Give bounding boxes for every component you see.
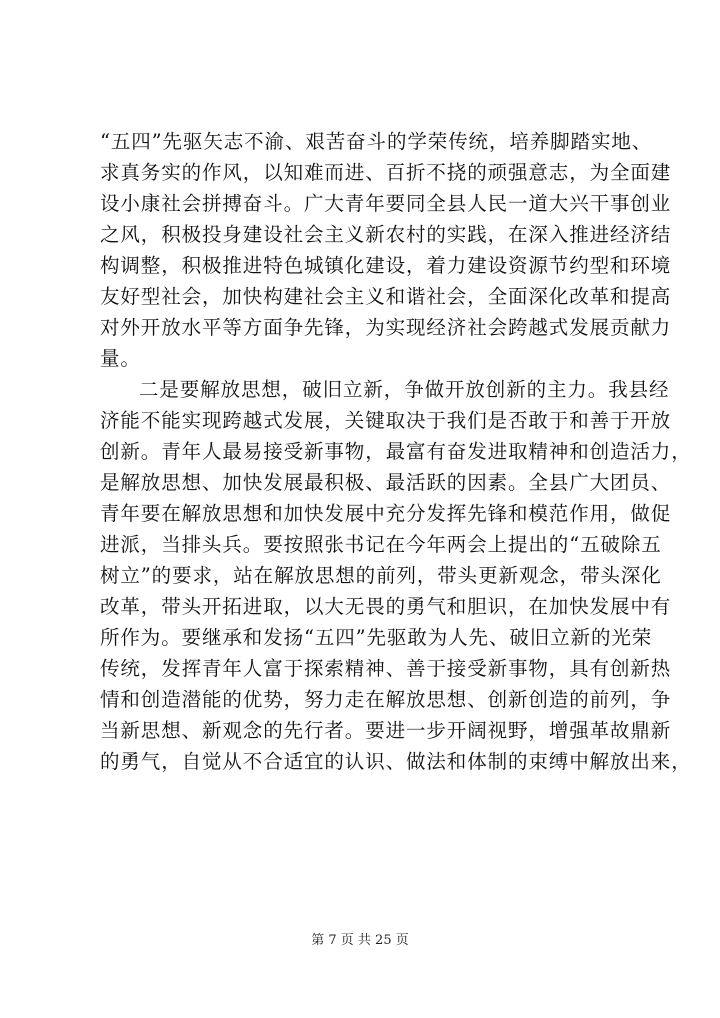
text-line: 传统，发挥青年人富于探索精神、善于接受新事物，具有创新热 xyxy=(100,657,672,680)
text-line: 情和创造潜能的优势，努力走在解放思想、创新创造的前列，争 xyxy=(100,688,672,711)
text-line: 青年要在解放思想和加快发展中充分发挥先锋和模范作用，做促 xyxy=(100,502,672,525)
text-line: 当新思想、新观念的先行者。要进一步开阔视野，增强革故鼎新 xyxy=(100,719,672,742)
text-line: 之风，积极投身建设社会主义新农村的实践，在深入推进经济结 xyxy=(100,223,672,246)
text-line: 求真务实的作风，以知难而进、百折不挠的顽强意志，为全面建 xyxy=(100,161,672,184)
body-text xyxy=(100,126,692,777)
text-line: 量。 xyxy=(100,347,141,370)
text-line: 所作为。要继承和发扬“五四”先驱敢为人先、破旧立新的光荣 xyxy=(100,626,653,649)
text-line: 的勇气，自觉从不合适宜的认识、做法和体制的束缚中解放出来， xyxy=(100,750,692,773)
text-line: 进派，当排头兵。要按照张书记在今年两会上提出的“五破除五 xyxy=(100,533,662,556)
text-line: 对外开放水平等方面争先锋，为实现经济社会跨越式发展贡献力 xyxy=(100,316,672,339)
text-line: 设小康社会拼搏奋斗。广大青年要同全县人民一道大兴干事创业 xyxy=(100,192,672,215)
text-line: 友好型社会，加快构建社会主义和谐社会，全面深化改革和提高 xyxy=(100,285,672,308)
text-line: 树立”的要求，站在解放思想的前列，带头更新观念，带头深化 xyxy=(100,564,662,587)
text-line: 是解放思想、加快发展最积极、最活跃的因素。全县广大团员、 xyxy=(100,471,672,494)
text-line: 构调整，积极推进特色城镇化建设，着力建设资源节约型和环境 xyxy=(100,254,672,277)
text-line: 济能不能实现跨越式发展，关键取决于我们是否敢于和善于开放 xyxy=(100,409,672,432)
paragraph-first-line: 二是要解放思想，破旧立新，争做开放创新的主力。我县经 xyxy=(139,378,670,401)
page-footer: 第 7 页 共 25 页 xyxy=(311,933,409,948)
text-line: “五四”先驱矢志不渝、艰苦奋斗的学荣传统，培养脚踏实地、 xyxy=(100,130,653,153)
text-line: 改革，带头开拓进取，以大无畏的勇气和胆识，在加快发展中有 xyxy=(100,595,672,618)
text-line: 创新。青年人最易接受新事物，最富有奋发进取精神和创造活力， xyxy=(100,440,692,463)
